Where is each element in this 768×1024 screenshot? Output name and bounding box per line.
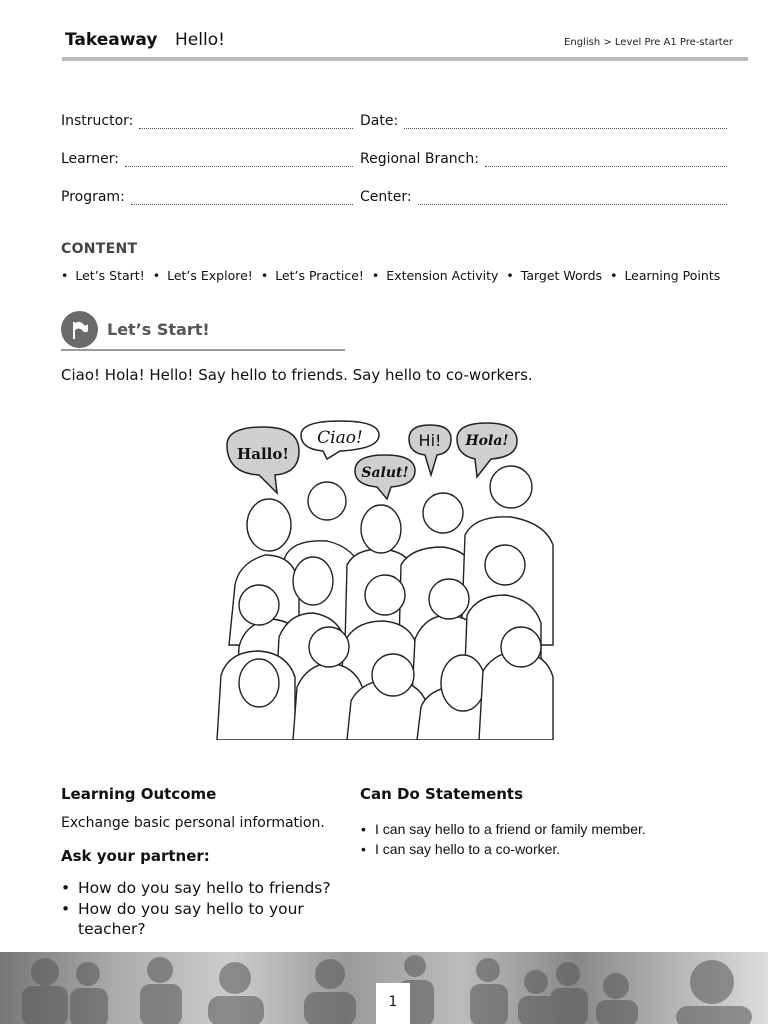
header-divider xyxy=(62,57,748,61)
speech-bubble-hallo xyxy=(227,427,299,493)
list-item: • How do you say hello to your teacher? xyxy=(61,899,371,940)
program-label: Program: xyxy=(61,189,125,205)
program-field[interactable] xyxy=(61,189,353,205)
learning-outcome-text: Exchange basic personal information. xyxy=(61,815,325,831)
bubble-text-salut: Salut! xyxy=(361,465,409,481)
instructor-label: Instructor: xyxy=(61,113,134,129)
content-item: • Let’s Explore! xyxy=(153,268,253,283)
lesson-title: Hello! xyxy=(175,30,225,50)
page-header xyxy=(62,28,748,52)
content-item: • Let’s Practice! xyxy=(261,268,364,283)
page-number: 1 xyxy=(376,983,410,1024)
can-do-title: Can Do Statements xyxy=(360,785,524,803)
program-line[interactable] xyxy=(131,193,353,205)
center-field[interactable] xyxy=(360,189,727,205)
bubble-text-hola: Hola! xyxy=(465,433,509,449)
ask-partner-title: Ask your partner: xyxy=(61,847,210,865)
bubble-text-hallo: Hallo! xyxy=(237,445,289,463)
content-item: • Extension Activity xyxy=(372,268,498,283)
center-label: Center: xyxy=(360,189,412,205)
learner-line[interactable] xyxy=(125,155,353,167)
speech-bubble-salut xyxy=(355,455,415,499)
list-item: • I can say hello to a co-worker. xyxy=(360,839,646,859)
learning-outcome-title: Learning Outcome xyxy=(61,785,217,803)
brand-title: Takeaway xyxy=(65,30,158,50)
intro-text: Ciao! Hola! Hello! Say hello to friends. Say hello to co-workers. xyxy=(61,366,533,384)
center-line[interactable] xyxy=(418,193,727,205)
regional-branch-line[interactable] xyxy=(485,155,727,167)
lets-start-header xyxy=(61,311,345,351)
section-title: Let’s Start! xyxy=(107,320,210,339)
list-item: • I can say hello to a friend or family member. xyxy=(360,819,646,839)
flag-icon xyxy=(61,311,98,348)
list-item: • How do you say hello to friends? xyxy=(61,878,371,899)
learner-label: Learner: xyxy=(61,151,119,167)
regional-branch-label: Regional Branch: xyxy=(360,151,479,167)
content-list xyxy=(61,268,728,283)
bubble-text-hi: Hi! xyxy=(418,431,442,450)
speech-bubble-ciao xyxy=(301,421,379,459)
date-field[interactable] xyxy=(360,113,727,129)
date-label: Date: xyxy=(360,113,399,129)
regional-branch-field[interactable] xyxy=(360,151,727,167)
date-line[interactable] xyxy=(404,117,727,129)
instructor-field[interactable] xyxy=(61,113,353,129)
learner-field[interactable] xyxy=(61,151,353,167)
ask-partner-list xyxy=(61,878,371,940)
can-do-list xyxy=(360,819,646,859)
instructor-line[interactable] xyxy=(139,117,353,129)
content-item: • Let’s Start! xyxy=(61,268,145,283)
greeting-illustration xyxy=(215,415,560,740)
breadcrumb: English > Level Pre A1 Pre-starter xyxy=(564,37,733,48)
content-item: • Target Words xyxy=(506,268,602,283)
content-item: • Learning Points xyxy=(610,268,720,283)
bubble-text-ciao: Ciao! xyxy=(317,428,363,448)
content-heading: CONTENT xyxy=(61,241,138,257)
crowd-of-people xyxy=(217,466,553,740)
